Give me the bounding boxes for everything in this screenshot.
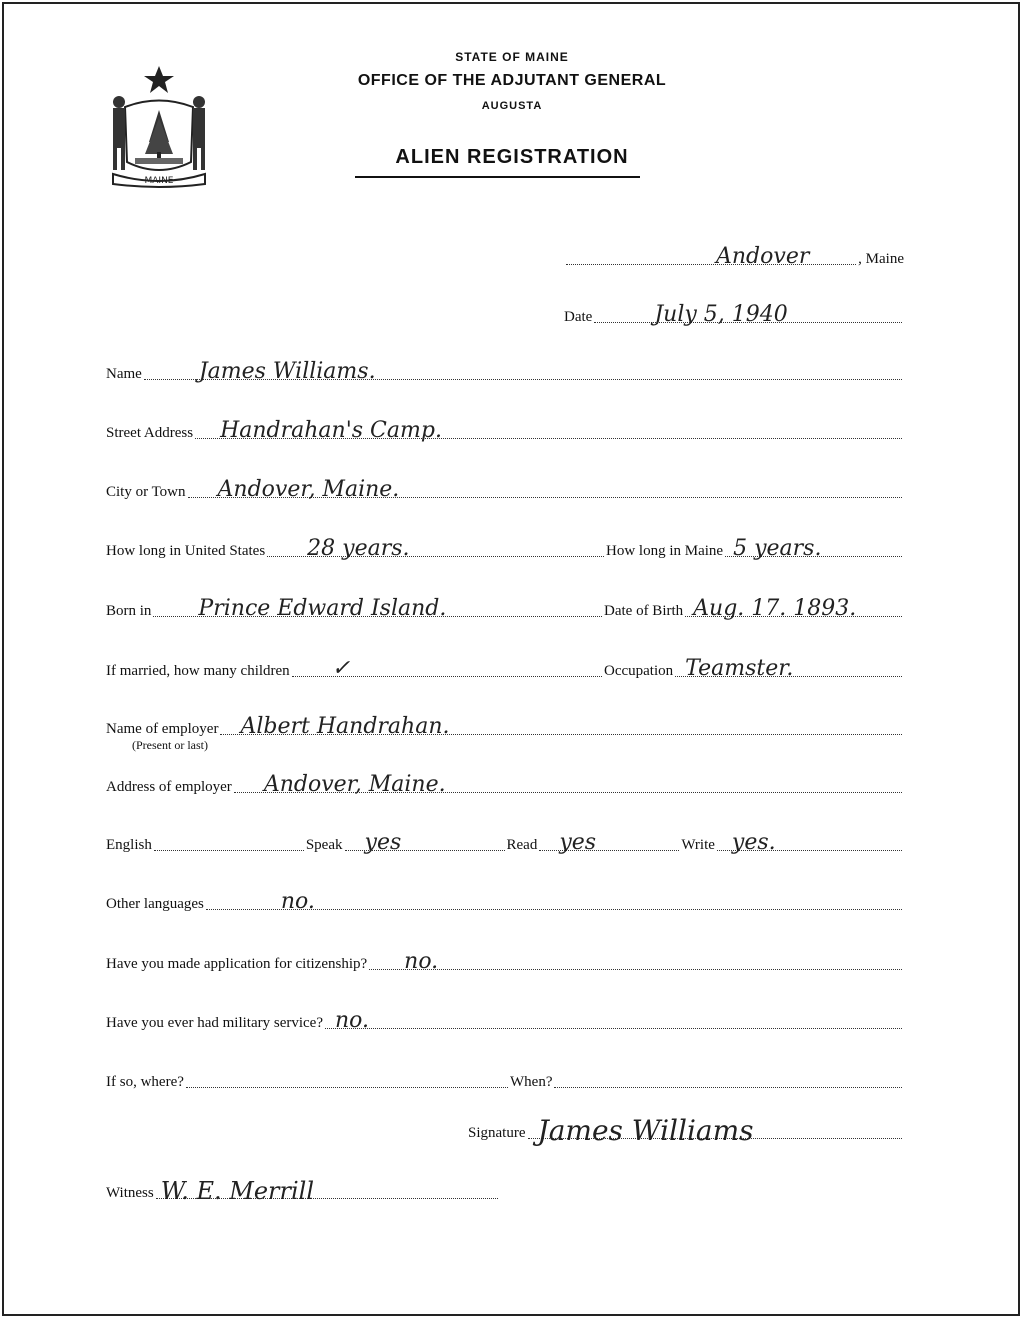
page-border xyxy=(2,2,1020,1316)
form-title: ALIEN REGISTRATION xyxy=(395,146,629,168)
when-field xyxy=(554,1073,902,1088)
military-row: Have you ever had military service? no. xyxy=(106,1014,904,1032)
read-field: yes xyxy=(539,836,679,851)
city-heading: AUGUSTA xyxy=(481,100,543,112)
children-field: ✓ xyxy=(292,662,602,677)
witness-row: Witness W. E. Merrill xyxy=(106,1184,500,1202)
how-long-maine-field: 5 years. xyxy=(725,542,902,557)
english-row: English Speak yes Read yes Write yes. xyxy=(106,836,904,854)
witness-field: W. E. Merrill xyxy=(156,1184,498,1199)
name-row: Name James Williams. xyxy=(106,365,904,383)
how-long-maine-row: How long in Maine 5 years. xyxy=(606,542,904,560)
when-row: When? xyxy=(510,1073,904,1091)
where-row: If so, where? xyxy=(106,1073,510,1091)
street-address-field: Handrahan's Camp. xyxy=(195,424,902,439)
where-field xyxy=(186,1073,508,1088)
employer-field: Albert Handrahan. xyxy=(220,720,902,735)
city-field: Andover, Maine. xyxy=(188,483,902,498)
employer-address-row: Address of employer Andover, Maine. xyxy=(106,778,904,796)
other-languages-field: no. xyxy=(206,895,902,910)
dob-field: Aug. 17. 1893. xyxy=(685,602,902,617)
employer-address-field: Andover, Maine. xyxy=(234,778,902,793)
write-field: yes. xyxy=(717,836,902,851)
office-heading: OFFICE OF THE ADJUTANT GENERAL xyxy=(357,72,667,89)
how-long-us-field: 28 years. xyxy=(267,542,604,557)
occupation-row: Occupation Teamster. xyxy=(604,662,904,680)
how-long-us-row: How long in United States 28 years. xyxy=(106,542,606,560)
speak-field: yes xyxy=(345,836,505,851)
location-field: Andover xyxy=(566,250,856,265)
citizenship-field: no. xyxy=(369,955,902,970)
military-field: no. xyxy=(325,1014,902,1029)
svg-text:MAINE: MAINE xyxy=(144,176,174,186)
location-row: Andover , Maine xyxy=(564,250,904,268)
other-languages-row: Other languages no. xyxy=(106,895,904,913)
occupation-field: Teamster. xyxy=(675,662,902,677)
employer-sublabel: (Present or last) xyxy=(132,738,208,752)
dob-row: Date of Birth Aug. 17. 1893. xyxy=(604,602,904,620)
signature-field: James Williams xyxy=(528,1124,903,1139)
born-in-row: Born in Prince Edward Island. xyxy=(106,602,604,620)
state-heading: STATE OF MAINE xyxy=(455,50,569,64)
born-in-field: Prince Edward Island. xyxy=(153,602,602,617)
date-row: Date July 5, 1940 xyxy=(564,308,904,326)
employer-row: Name of employer Albert Handrahan. xyxy=(106,720,904,738)
street-address-row: Street Address Handrahan's Camp. xyxy=(106,424,904,442)
name-field: James Williams. xyxy=(144,365,902,380)
children-row: If married, how many children ✓ xyxy=(106,662,604,680)
title-underline xyxy=(355,176,640,178)
signature-row: Signature James Williams xyxy=(468,1124,904,1142)
city-row: City or Town Andover, Maine. xyxy=(106,483,904,501)
date-field: July 5, 1940 xyxy=(594,308,902,323)
citizenship-row: Have you made application for citizenship? no. xyxy=(106,955,904,973)
